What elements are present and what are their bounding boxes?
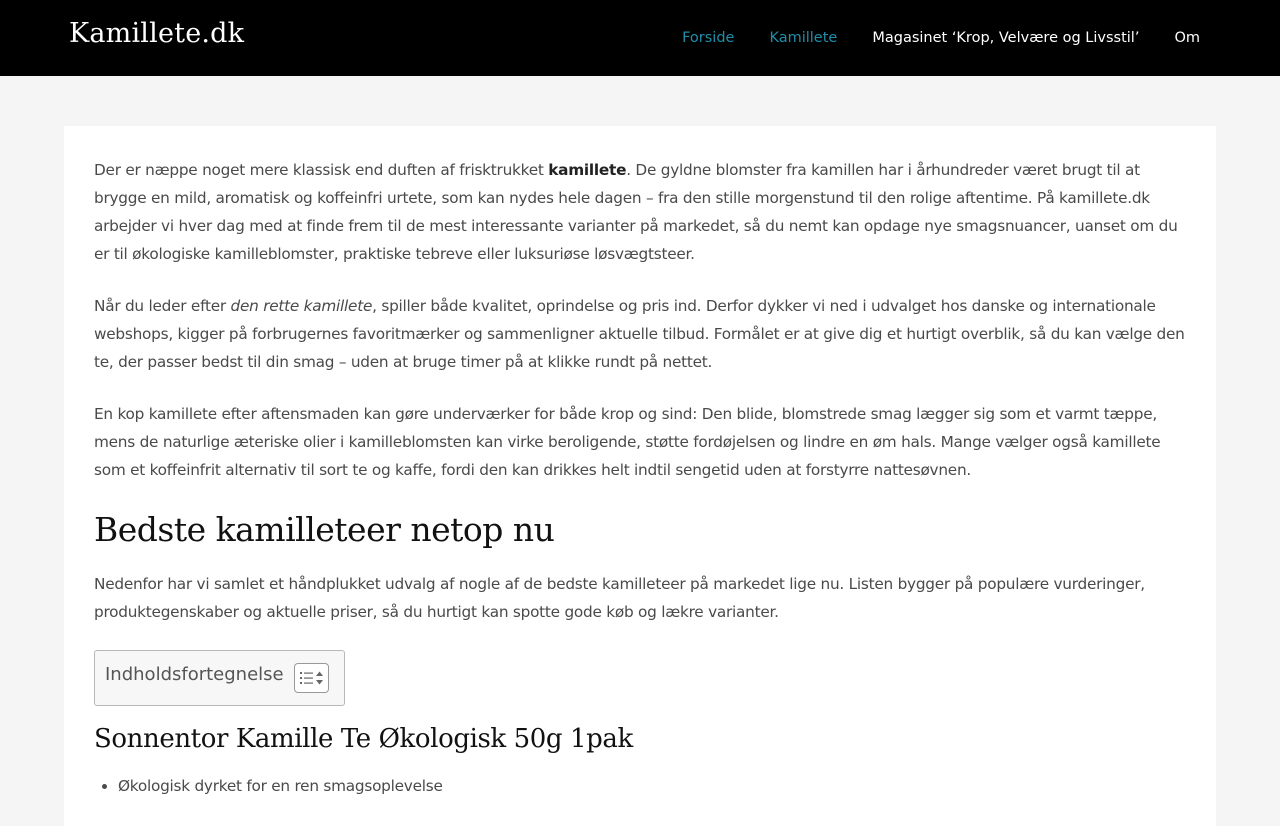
article-card <box>64 126 1216 826</box>
product-features-list <box>118 772 1188 800</box>
product-heading: Sonnentor Kamille Te Økologisk 50g 1pak <box>94 724 633 754</box>
benefits-paragraph: En kop kamillete efter aftensmaden kan gøre underværker for både krop og sind: Den blide, blomstrede smag lægger sig som et varmt tæppe, mens de naturlige æteriske olier i kamilleblomsten kan virke beroligende, støtte fordøjelsen og lindre en øm hals. Mange vælger også kamillete som et koffeinfrit alternativ til sort te og kaffe, fordi den kan drikkes helt indtil sengetid uden at forstyrre nattesøvnen. <box>94 405 1161 479</box>
section-intro-paragraph: Nedenfor har vi samlet et håndplukket udvalg af nogle af de bedste kamilleteer på markedet lige nu. Listen bygger på populære vurderinger, produktegenskaber og aktuelle priser, så du hurtigt kan spotte gode køb og lækre varianter. <box>94 575 1145 621</box>
main-nav <box>647 0 1200 76</box>
article-content <box>94 156 1188 800</box>
site-header <box>0 0 1280 76</box>
nav-item-forside[interactable]: Forside <box>682 30 735 46</box>
toc-toggle-button[interactable] <box>294 663 329 693</box>
nav-item-kamillete[interactable]: Kamillete <box>769 30 838 46</box>
table-of-contents <box>94 650 345 706</box>
list-item: • Økologisk dyrket for en ren smagsoplevelse <box>118 772 1188 800</box>
intro-paragraph: Der er næppe noget mere klassisk end duften af frisktrukket kamillete. De gyldne blomster fra kamillen har i århundreder været brugt til at brygge en mild, aromatisk og koffeinfri urtete, som kan nydes hele dagen – fra den stille morgenstund til den rolige aftentime. På kamillete.dk arbejder vi hver dag med at finde frem til de mest interessante varianter på markedet, så du nemt kan opdage nye smagsnuancer, uanset om du er til økologiske kamilleblomster, praktiske tebreve eller luksuriøse løsvægtsteer. <box>94 161 1178 263</box>
section-heading: Bedste kamilleteer netop nu <box>94 510 555 549</box>
site-logo[interactable]: Kamillete.dk <box>69 18 245 49</box>
nav-item-magasinet[interactable]: Magasinet ‘Krop, Velvære og Livsstil’ <box>872 30 1140 46</box>
quality-paragraph: Når du leder efter den rette kamillete, spiller både kvalitet, oprindelse og pris ind. Derfor dykker vi ned i udvalget hos danske og internationale webshops, kigger på forbrugernes favoritmærker og sammenligner aktuelle tilbud. Formålet er at give dig et hurtigt overblik, så du kan vælge den te, der passer bedst til din smag – uden at bruge timer på at klikke rundt på nettet. <box>94 297 1185 371</box>
nav-item-om[interactable]: Om <box>1174 30 1200 46</box>
list-toggle-icon <box>299 669 325 687</box>
italic-phrase: den rette kamillete <box>230 297 373 315</box>
toc-title[interactable]: Indholdsfortegnelse <box>105 664 284 685</box>
bold-keyword: kamillete <box>548 161 627 179</box>
